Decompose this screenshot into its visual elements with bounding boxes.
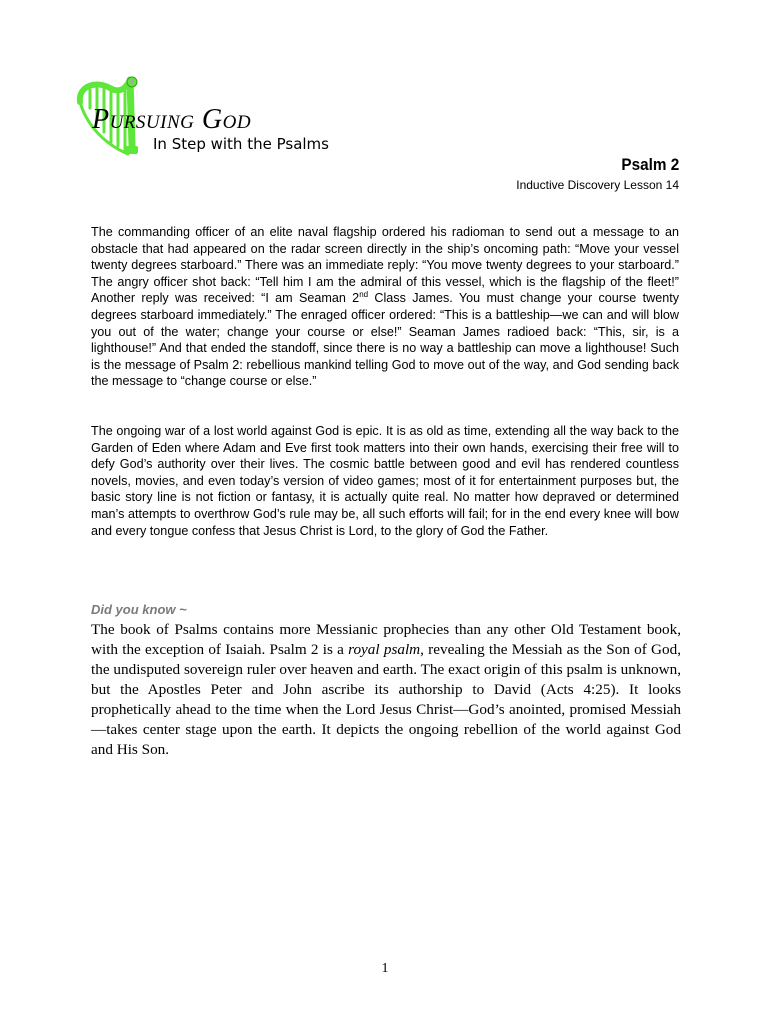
page-number: 1 <box>381 961 389 976</box>
brand-title: PURSUING GOD <box>92 104 252 135</box>
lesson-title: Psalm 2 <box>621 155 679 174</box>
brand-subtitle: In Step with the Psalms <box>153 135 329 153</box>
did-you-know-text: The book of Psalms contains more Messianic prophecies than any other Old Testament book, with the exception of Isaiah. Psalm 2 is a royal psalm, revealing the Messiah as the Son of God, the undisputed sovereign ruler over heaven and earth. The exact origin of this psalm is unknown, but the Apostles Peter and John ascribe its authorship to David (Acts 4:25). It looks prophetically ahead to the time when the Lord Jesus Christ—God’s anointed, promised Messiah—takes center stage upon the earth. It depicts the ongoing rebellion of the world against God and His Son. <box>91 621 682 758</box>
war-paragraph: The ongoing war of a lost world against God is epic. It is as old as time, extending all the way back to the Garden of Eden where Adam and Eve first took matters into their own hands, exercising their free will to defy God’s authority over their lives. The cosmic battle between good and evil has rendered countless novels, movies, and even today’s version of video games; most of it for entertainment purposes but, the basic story line is not fiction or fantasy, it is actually quite real. No matter how depraved or determined man’s attempts to overthrow God’s rule may be, all such efforts will fail; for in the end every knee will bow and every tongue confess that Jesus Christ is Lord, to the glory of God the Father. <box>91 424 679 538</box>
lesson-subtitle: Inductive Discovery Lesson 14 <box>516 178 679 192</box>
intro-paragraph: The commanding officer of an elite naval flagship ordered his radioman to send out a message to an obstacle that had appeared on the radar screen directly in the ship’s oncoming path: “Move your vessel twenty degrees starboard.” There was an immediate reply: “You move twenty degrees to your starboard.” The angry officer shot back: “Tell him I am the admiral of this vessel, which is the flagship of the fleet!” Another reply was received: “I am Seaman 2nd Class James. You must change your course twenty degrees starboard immediately.” The enraged officer ordered: “This is a battleship—we can and will blow you out of the water; change your course or else!” Seaman James radioed back: “This, sir, is a lighthouse!” And that ended the standoff, since there is no way a battleship can move a lighthouse! Such is the message of Psalm 2: rebellious mankind telling God to move out of the way, and God sending back the message to “change course or else.” <box>91 225 679 389</box>
brand-logo <box>70 74 360 164</box>
did-you-know-heading: Did you know ~ <box>91 602 187 617</box>
